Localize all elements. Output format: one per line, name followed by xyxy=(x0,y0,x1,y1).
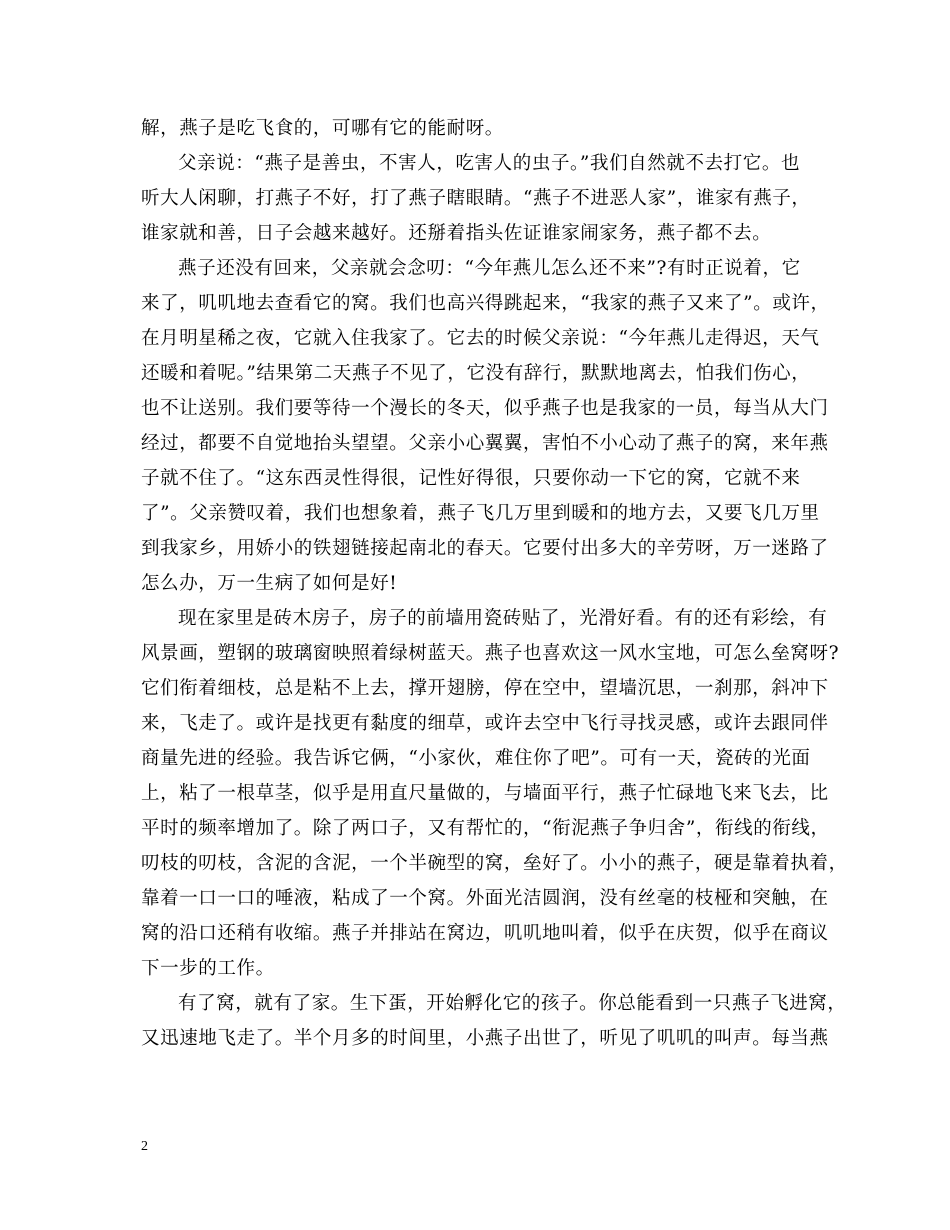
text-line: 来了，叽叽地去查看它的窝。我们也高兴得跳起来，“我家的燕子又来了”。或许， xyxy=(141,293,830,314)
text-line: 又迅速地飞走了。半个月多的时间里，小燕子出世了，听见了叽叽的叫声。每当燕 xyxy=(141,1028,829,1049)
text-line: 下一步的工作。 xyxy=(141,958,275,979)
text-line: 还暖和着呢。”结果第二天燕子不见了，它没有辞行，默默地离去，怕我们伤心， xyxy=(141,363,811,384)
text-line: 来，飞走了。或许是找更有黏度的细草，或许去空中飞行寻找灵感，或许去跟同伴 xyxy=(141,713,829,734)
text-line: 了”。父亲赞叹着，我们也想象着，燕子飞几万里到暖和的地方去，又要飞几万里 xyxy=(141,503,820,524)
text-line: 听大人闲聊，打燕子不好，打了燕子瞎眼睛。“燕子不进恶人家”，谁家有燕子， xyxy=(141,188,811,209)
text-line: 现在家里是砖木房子，房子的前墙用瓷砖贴了，光滑好看。有的还有彩绘，有 xyxy=(178,608,828,629)
text-line: 有了窝，就有了家。生下蛋，开始孵化它的孩子。你总能看到一只燕子飞进窝， xyxy=(178,993,847,1014)
text-line: 谁家就和善，日子会越来越好。还掰着指头佐证谁家闹家务，燕子都不去。 xyxy=(141,223,772,244)
text-line: 窝的沿口还稍有收缩。燕子并排站在窝边，叽叽地叫着，似乎在庆贺，似乎在商议 xyxy=(141,923,829,944)
text-line: 经过，都要不自觉地抬头望望。父亲小心翼翼，害怕不小心动了燕子的窝，来年燕 xyxy=(141,433,829,454)
text-line: 怎么办，万一生病了如何是好! xyxy=(141,573,398,594)
text-line: 解，燕子是吃飞食的，可哪有它的能耐呀。 xyxy=(141,118,504,139)
text-line: 上，粘了一根草茎，似乎是用直尺量做的，与墙面平行，燕子忙碌地飞来飞去，比 xyxy=(141,783,829,804)
text-line: 燕子还没有回来，父亲就会念叨：“今年燕儿怎么还不来”?有时正说着，它 xyxy=(178,258,801,279)
text-line: 商量先进的经验。我告诉它俩，“小家伙，难住你了吧”。可有一天，瓷砖的光面 xyxy=(141,748,811,769)
text-line: 叨枝的叨枝，含泥的含泥，一个半碗型的窝，垒好了。小小的燕子，硬是靠着执着， xyxy=(141,853,848,874)
text-line: 子就不住了。“这东西灵性得很，记性好得很，只要你动一下它的窝，它就不来 xyxy=(141,468,801,489)
text-line: 平时的频率增加了。除了两口子，又有帮忙的，“衔泥燕子争归舍”，衔线的衔线， xyxy=(141,818,830,839)
text-line: 在月明星稀之夜，它就入住我家了。它去的时候父亲说：“今年燕儿走得迟，天气 xyxy=(141,328,820,349)
text-line: 父亲说：“燕子是善虫，不害人，吃害人的虫子。”我们自然就不去打它。也 xyxy=(178,153,801,174)
text-line: 靠着一口一口的唾液，粘成了一个窝。外面光洁圆润，没有丝毫的枝桠和突触，在 xyxy=(141,888,829,909)
text-line: 风景画，塑钢的玻璃窗映照着绿树蓝天。燕子也喜欢这一风水宝地，可怎么垒窝呀? xyxy=(141,643,840,664)
text-line: 到我家乡，用娇小的铁翅链接起南北的春天。它要付出多大的辛劳呀，万一迷路了 xyxy=(141,538,829,559)
text-line: 它们衔着细枝，总是粘不上去，撑开翅膀，停在空中，望墙沉思，一刹那，斜冲下 xyxy=(141,678,829,699)
page-number: 2 xyxy=(141,1139,148,1154)
text-line: 也不让送别。我们要等待一个漫长的冬天，似乎燕子也是我家的一员，每当从大门 xyxy=(141,398,829,419)
